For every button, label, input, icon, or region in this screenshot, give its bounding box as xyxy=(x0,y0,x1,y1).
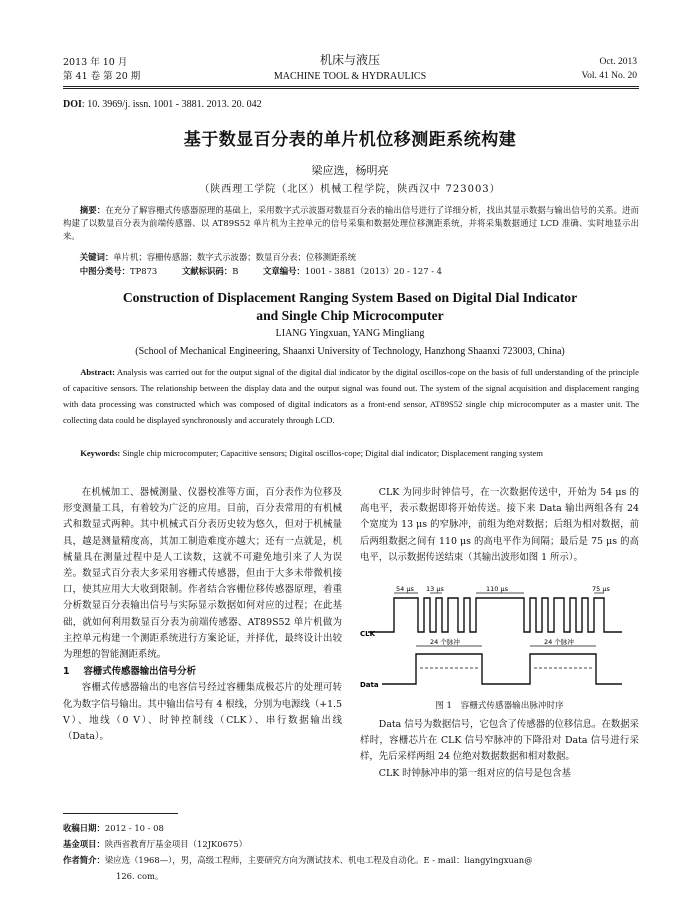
keywords-en xyxy=(63,445,639,461)
paper-title-en-line1: Construction of Displacement Ranging System Based on Digital Dial Indicator xyxy=(122,290,578,305)
footnote-rule xyxy=(63,813,178,814)
journal-title-en: MACHINE TOOL & HYDRAULICS xyxy=(273,71,427,82)
footnote xyxy=(63,820,639,884)
fund-label: 基金项目： xyxy=(63,839,105,849)
timing-diagram xyxy=(360,584,640,694)
header-date-en: Oct. 2013 xyxy=(599,57,637,67)
paper-title-cn: 基于数显百分表的单片机位移测距系统构建 xyxy=(183,130,517,150)
abstract-en-text: Analysis was carried out for the output signal of the digital dial indicator by the digital oscillos-cope on the basis of full understanding of the principle of capacitive sensors. The relationship between the display data and the output signal was found out. The system of the signal acquisition and displacement ranging with data processing was constructed which was composed of digital indicators as a front-end sensor, AT89S52 single chip microcomputer as a master unit. The collecting data could be displayed synchronously and accurately through LCD. xyxy=(63,367,639,425)
abstract-cn xyxy=(63,204,639,244)
section-heading xyxy=(63,664,342,680)
doi-line: DOI: 10. 3969/j. issn. 1001 - 3881. 2013. 20. 042 xyxy=(63,99,262,110)
received-label: 收稿日期： xyxy=(63,823,105,833)
affiliation-en: (School of Mechanical Engineering, Shaanxi University of Technology, Hanzhong Shaanxi 723003, China) xyxy=(135,346,565,357)
clk-pulse-paragraph: CLK 时钟脉冲串的第一组对应的信号是包含基 xyxy=(378,767,571,779)
header-date-cn: 2013 年 10 月 xyxy=(63,57,128,68)
article-number-label: 文章编号： xyxy=(263,266,305,276)
classification-line xyxy=(63,265,639,278)
clk-paragraph: CLK 为同步时钟信号，在一次数据传送中，开始为 54 μs 的高电平，表示数据即将开始传送。接下来 Data 输出两组各有 24 个宽度为 13 μs 的窄脉冲，前组为绝对数据；后组为相对数据，前后两组数据之间有 110 μs 的高电平作为间隔；最后是 75 μs 的高电平，以示数据传送结束（其输出波形如图 1 所示）。 xyxy=(360,487,639,563)
section-title: 容栅式传感器输出信号分析 xyxy=(83,666,197,678)
doc-code-value: B xyxy=(232,266,239,276)
journal-title-cn: 机床与液压 xyxy=(319,53,380,67)
abstract-cn-label: 摘要： xyxy=(79,205,106,215)
right-column-top xyxy=(360,485,639,566)
intro-paragraph: 在机械加工、器械测量、仪器校准等方面，百分表作为位移及形变测量工具，有着较为广泛的应用。目前，百分表常用的有机械式和数显式两种。其中机械式百分表历史较为悠久，但对于机械量具，越是测量精度高，其加工制造难度亦越大；还有一点就是，机械量具在测量过程中是人工读数，这就不可避免地引来了人为误差。数显式百分表大多采用容栅式传感器，但由于大多未带微机接口，使其应用大大收到限制。作者结合容栅位移传感器原理，着重分析数显百分表输出信号与实际显示数据如何对应的过程；在此基础，就如何利用数显百分表为前端传感器、AT89S52 单片机做为主控单元构建一个测距系统进行方案论证，并择优，最终设计出较为理想的智能测距系统。 xyxy=(63,487,342,661)
header-volume-en: Vol. 41 No. 20 xyxy=(581,71,637,81)
keywords-cn-label: 关键词： xyxy=(79,252,114,262)
fund-line xyxy=(63,836,639,852)
paper-title-en-line2: and Single Chip Microcomputer xyxy=(256,308,444,323)
header-rule xyxy=(63,86,639,87)
label-24-pulses-1: 24 个脉冲 xyxy=(430,638,460,646)
keywords-cn-text: 单片机；容栅传感器；数字式示波器；数显百分表；位移测距系统 xyxy=(113,252,357,262)
header-rule-2 xyxy=(63,88,639,89)
affiliation-cn: （陕西理工学院（北区）机械工程学院，陕西汉中 723003） xyxy=(199,184,501,195)
received-line xyxy=(63,820,639,836)
author-bio-cont: 126. com。 xyxy=(116,871,164,881)
fund-value: 陕西省教育厅基金项目（12JK0675） xyxy=(104,839,247,849)
data-label: Data xyxy=(360,681,379,689)
abstract-cn-text: 在充分了解容栅式传感器原理的基础上，采用数字式示波器对数显百分表的输出信号进行了详细分析，找出其显示数据与输出信号的关系。进而构建了以数显百分表为前端传感器、以 AT89S52 单片机为主控单元的信号采集和数据处理位移测距系统，并将采集数据通过 LCD 准确、实时地显示出来。 xyxy=(63,205,640,242)
author-line xyxy=(63,852,639,868)
section-number: 1 xyxy=(63,666,70,678)
label-110us: 110 μs xyxy=(486,585,508,593)
authors-en: LIANG Yingxuan, YANG Mingliang xyxy=(275,328,425,339)
data-paragraph: Data 信号为数据信号，它包含了传感器的位移信息。在数据采样时，容栅芯片在 CLK 信号窄脉冲的下降沿对 Data 信号进行采样，先后采样两组 24 位绝对数据数据和相对数据。 xyxy=(360,719,639,763)
clk-label: CLK xyxy=(360,630,376,638)
keywords-en-label: Keywords: xyxy=(80,448,121,458)
clc-value: TP873 xyxy=(130,266,158,276)
label-75us: 75 μs xyxy=(592,585,610,593)
doi-value: 10. 3969/j. issn. 1001 - 3881. 2013. 20. 042 xyxy=(87,99,262,110)
figure-caption: 图 1 容栅式传感器输出脉冲时序 xyxy=(435,701,564,711)
author-bio: 梁应选（1968—），男，高级工程师，主要研究方向为测试技术、机电工程及自动化。E - mail：liangyingxuan@ xyxy=(104,855,533,865)
header-volume-cn: 第 41 卷 第 20 期 xyxy=(63,71,141,82)
author-bio-label: 作者简介： xyxy=(63,855,105,865)
authors-cn: 梁应选，杨明亮 xyxy=(311,164,389,177)
keywords-en-text: Single chip microcomputer; Capacitive sensors; Digital oscillos-cope; Digital dial indicator; Displacement ranging system xyxy=(122,448,543,458)
received-date: 2012 - 10 - 08 xyxy=(104,823,164,833)
right-column-bottom xyxy=(360,717,639,782)
keywords-cn xyxy=(63,251,639,264)
clc-label: 中图分类号： xyxy=(79,266,131,276)
section-paragraph: 容栅式传感器输出的电容信号经过容栅集成极芯片的处理可转化为数字信号输出。其中输出信号有 4 根线，分别为电源线（+1.5 V）、地线（0 V）、时钟控制线（CLK）、串行数据输出线（Data）。 xyxy=(63,682,342,743)
left-column xyxy=(63,485,342,745)
label-13us: 13 μs xyxy=(426,585,444,593)
label-54us: 54 μs xyxy=(396,585,414,593)
data-waveform xyxy=(382,654,622,684)
label-24-pulses-2: 24 个脉冲 xyxy=(544,638,574,646)
doi-label: DOI xyxy=(63,99,82,110)
clk-waveform xyxy=(368,598,622,632)
article-number-value: 1001 - 3881（2013）20 - 127 - 4 xyxy=(304,266,443,276)
abstract-en xyxy=(63,364,639,428)
abstract-en-label: Abstract: xyxy=(80,367,116,377)
doc-code-label: 文献标识码： xyxy=(181,266,233,276)
